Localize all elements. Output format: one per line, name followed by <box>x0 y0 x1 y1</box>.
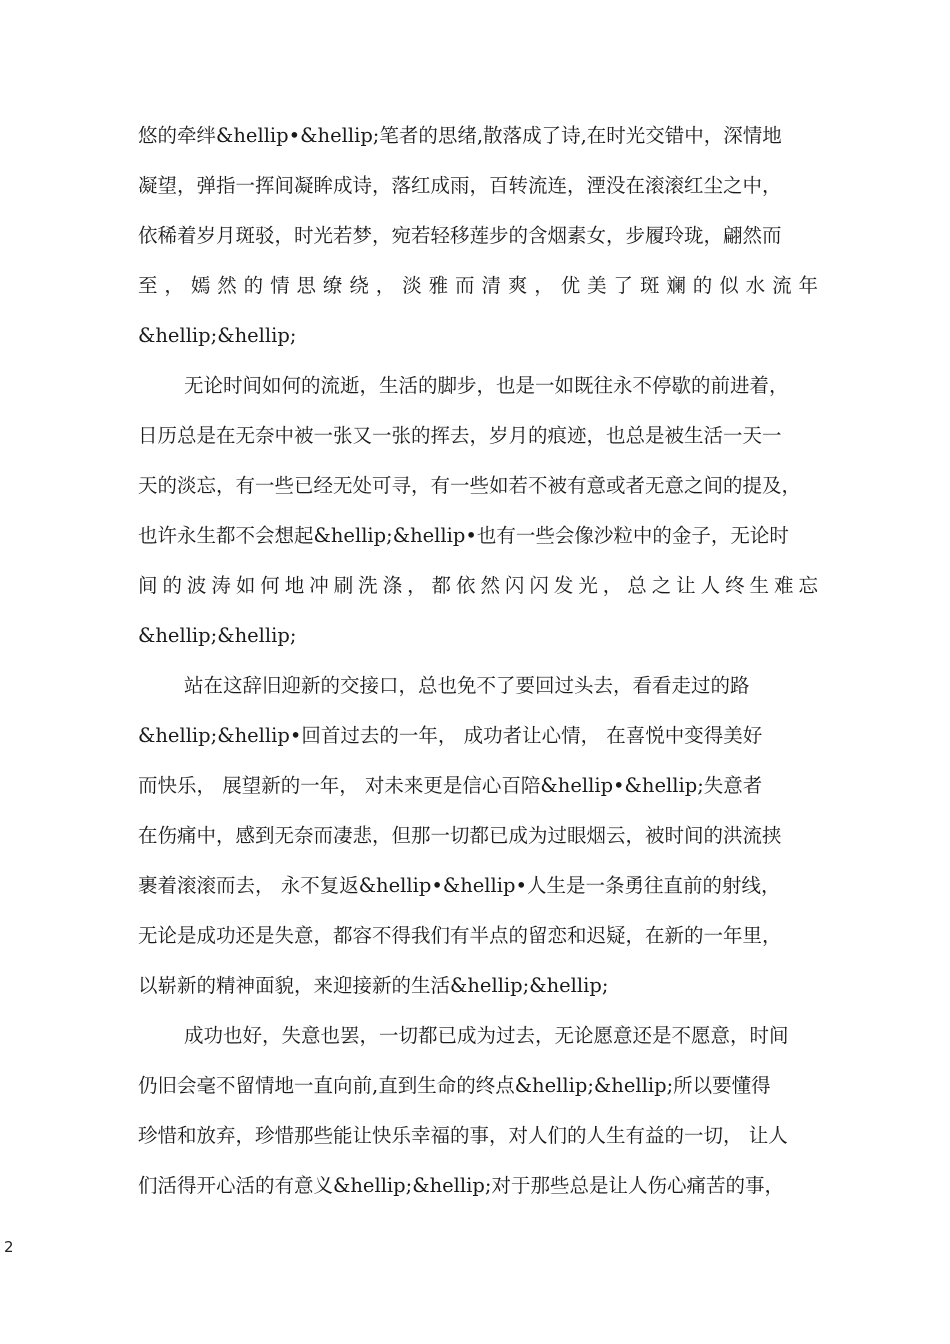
paragraph-2-line-4: 也许永生都不会想起&hellip;&hellip•也有一些会像沙粒中的金子，无论时 <box>138 524 789 547</box>
paragraph-4-line-4: 们活得开心活的有意义&hellip;&hellip;对于那些总是让人伤心痛苦的事， <box>138 1174 784 1197</box>
paragraph-1-line-3: 依稀着岁月斑驳，时光若梦，宛若轻移莲步的含烟素女，步履玲珑，翩然而 <box>138 224 782 247</box>
paragraph-3-line-4: 在伤痛中，感到无奈而凄悲，但那一切都已成为过眼烟云，被时间的洪流挟 <box>138 824 782 847</box>
paragraph-1-line-4: 至，嫣然的情思缭绕，淡雅而清爽，优美了斑斓的似水流年 <box>138 274 818 297</box>
paragraph-2-line-6: &hellip;&hellip; <box>138 624 297 647</box>
page-number: 2 <box>4 1238 14 1256</box>
paragraph-1-line-5: &hellip;&hellip; <box>138 324 297 347</box>
paragraph-1-line-1: 悠的牵绊&hellip•&hellip;笔者的思绪,散落成了诗,在时光交错中，深情地 <box>138 124 782 147</box>
paragraph-2-line-2: 日历总是在无奈中被一张又一张的挥去，岁月的痕迹，也总是被生活一天一 <box>138 424 782 447</box>
paragraph-3-line-7: 以崭新的精神面貌，来迎接新的生活&hellip;&hellip; <box>138 974 609 997</box>
paragraph-3-line-5: 裹着滚滚而去， 永不复返&hellip•&hellip•人生是一条勇往直前的射线， <box>138 874 781 897</box>
paragraph-4-line-3: 珍惜和放弃，珍惜那些能让快乐幸福的事，对人们的人生有益的一切， 让人 <box>138 1124 788 1147</box>
paragraph-3-line-1: 站在这辞旧迎新的交接口，总也免不了要回过头去，看看走过的路 <box>184 674 750 697</box>
paragraph-2-line-1: 无论时间如何的流逝，生活的脚步，也是一如既往永不停歇的前进着， <box>184 374 789 397</box>
paragraph-4-line-1: 成功也好，失意也罢，一切都已成为过去，无论愿意还是不愿意，时间 <box>184 1024 789 1047</box>
paragraph-3-line-6: 无论是成功还是失意，都容不得我们有半点的留恋和迟疑，在新的一年里， <box>138 924 782 947</box>
paragraph-2-line-5: 间的波涛如何地冲刷洗涤，都依然闪闪发光，总之让人终生难忘 <box>138 574 818 597</box>
paragraph-4-line-2: 仍旧会毫不留情地一直向前,直到生命的终点&hellip;&hellip;所以要懂得 <box>138 1074 771 1097</box>
paragraph-3-line-3: 而快乐， 展望新的一年， 对未来更是信心百陪&hellip•&hellip;失意者 <box>138 774 763 797</box>
paragraph-2-line-3: 天的淡忘，有一些已经无处可寻，有一些如若不被有意或者无意之间的提及， <box>138 474 802 497</box>
paragraph-3-line-2: &hellip;&hellip•回首过去的一年， 成功者让心情， 在喜悦中变得美好 <box>138 724 763 747</box>
paragraph-1-line-2: 凝望，弹指一挥间凝眸成诗，落红成雨，百转流连，湮没在滚滚红尘之中， <box>138 174 782 197</box>
